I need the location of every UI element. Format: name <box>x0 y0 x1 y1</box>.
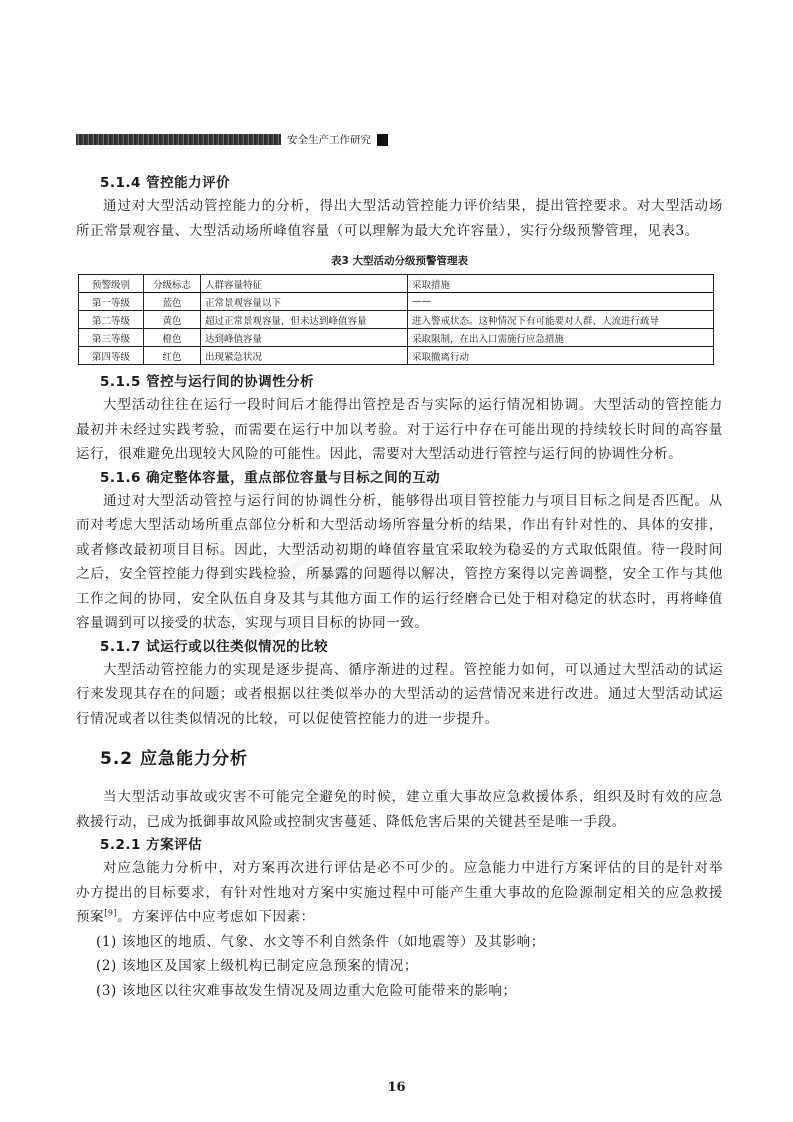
heading-5-1-6: 5.1.6 确定整体容量，重点部位容量与目标之间的互动 <box>100 469 441 486</box>
table-cell: 红色 <box>144 347 201 365</box>
table-cell: 第四等级 <box>79 347 144 365</box>
table-header-row <box>79 275 714 293</box>
paragraph-5-2-1 <box>76 856 723 930</box>
warning-level-table <box>78 274 714 365</box>
heading-5-1-7: 5.1.7 试运行或以往类似情况的比较 <box>100 638 329 655</box>
heading-5-2: 5.2 应急能力分析 <box>100 749 249 769</box>
list-item: (3) 该地区以往灾难事故发生情况及周边重大危险可能带来的影响； <box>96 982 517 999</box>
header-title: 安全生产工作研究 <box>287 134 371 146</box>
paragraph-5-1-5: 大型活动往往在运行一段时间后才能得出管控是否与实际的运行情况相协调。大型活动的管控能力最初并未经过实践考验，而需要在运行中加以考验。对于运行中存在可能出现的持续较长时间的高容量运行，很难避免出现较大风险的可能性。因此，需要对大型活动进行管控与运行间的协调性分析。 <box>76 397 723 462</box>
list-item: (1) 该地区的地质、气象、水文等不利自然条件（如地震等）及其影响； <box>96 933 545 950</box>
paragraph-5-1-6: 通过对大型活动管控与运行间的协调性分析，能够得出项目管控能力与项目目标之间是否匹配。从而对考虑大型活动场所重点部位分析和大型活动场所容量分析的结果，作出有针对性的、具体的安排，或者修改最初项目目标。因此，大型活动初期的峰值容量宜采取较为稳妥的方式取低限值。待一段时间之后，安全管控能力得到实践检验，所暴露的问题得以解决，管控方案得以完善调整，安全工作与其他工作之间的协同，安全队伍自身及其与其他方面工作的运行经磨合已处于相对稳定的状态时，再将峰值容量调到可以接受的状态，实现与项目目标的协同一致。 <box>76 492 723 631</box>
heading-5-2-1: 5.2.1 方案评估 <box>100 837 203 853</box>
heading-5-1-4: 5.1.4 管控能力评价 <box>100 175 231 191</box>
table-cell: 达到峰值容量 <box>201 329 408 347</box>
table-cell: 黄色 <box>144 311 201 329</box>
running-header <box>76 133 399 146</box>
table-cell: 第三等级 <box>79 329 144 347</box>
table-cell: 第一等级 <box>79 293 144 311</box>
paragraph-5-1-7: 大型活动管控能力的实现是逐步提高、循序渐进的过程。管控能力如何，可以通过大型活动的试运行来发现其存在的问题；或者根据以往类似举办的大型活动的运营情况来进行改进。通过大型活动试运行情况或者以往类似情况的比较，可以促使管控能力的进一步提升。 <box>76 661 723 727</box>
table-header-cell: 人群容量特征 <box>201 275 408 293</box>
table-row <box>79 311 714 329</box>
page-number: 16 <box>387 1080 406 1095</box>
table-cell: 第二等级 <box>79 311 144 329</box>
table-cell: —— <box>408 293 714 311</box>
table-header-cell: 分级标志 <box>144 275 201 293</box>
header-stripe <box>76 134 281 145</box>
table-header-cell: 采取措施 <box>408 275 714 293</box>
table-cell: 橙色 <box>144 329 201 347</box>
paragraph-5-2-1-end: 。方案评估中应考虑如下因素： <box>117 909 315 925</box>
table-cell: 出现紧急状况 <box>201 347 408 365</box>
table-row <box>79 329 714 347</box>
table-cell: 蓝色 <box>144 293 201 311</box>
list-item: (2) 该地区及国家上级机构已制定应急预案的情况； <box>96 958 418 974</box>
paragraph-5-2-1-text: 对应急能力分析中，对方案再次进行评估是必不可少的。应急能力中进行方案评估的目的是针对举办方提出的目标要求，有针对性地对方案中实施过程中可能产生重大事故的危险源制定相关的应急救援预案 <box>76 860 723 925</box>
table-row <box>79 347 714 365</box>
table-row <box>79 293 714 311</box>
citation-ref: [9] <box>104 908 118 918</box>
table-cell: 进入警戒状态。这种情况下有可能要对人群、人流进行疏导 <box>408 311 714 329</box>
table-caption: 表3 大型活动分级预警管理表 <box>331 255 468 267</box>
paragraph-5-1-4: 通过对大型活动管控能力的分析，得出大型活动管控能力评价结果，提出管控要求。对大型活动场所正常景观容量、大型活动场所峰值容量（可以理解为最大允许容量），实行分级预警管理，见表3。 <box>76 198 723 239</box>
table-header-cell: 预警级别 <box>79 275 144 293</box>
table-cell: 采取撤离行动 <box>408 347 714 365</box>
page-content <box>76 172 723 1003</box>
heading-5-1-5: 5.1.5 管控与运行间的协调性分析 <box>100 374 315 390</box>
table-cell: 采取限制，在出入口需施行应急措施 <box>408 329 714 347</box>
table-cell: 正常景观容量以下 <box>201 293 408 311</box>
paragraph-5-2: 当大型活动事故或灾害不可能完全避免的时候，建立重大事故应急救援体系，组织及时有效的应急救援行动，已成为抵御事故风险或控制灾害蔓延、降低危害后果的关键甚至是唯一手段。 <box>76 789 723 830</box>
header-block <box>377 134 388 146</box>
table-cell: 超过正常景观容量，但未达到峰值容量 <box>201 311 408 329</box>
